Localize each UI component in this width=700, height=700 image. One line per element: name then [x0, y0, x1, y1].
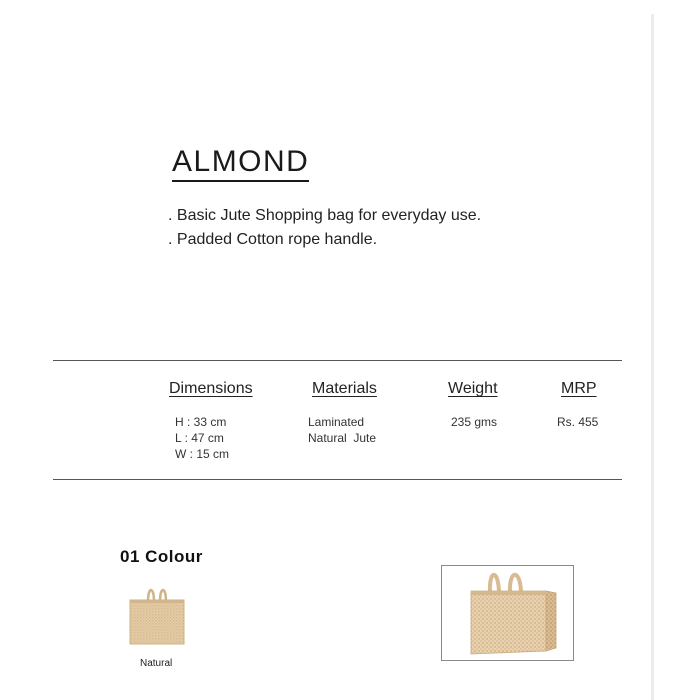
jute-bag-icon: [128, 584, 186, 646]
page-edge: [651, 14, 654, 700]
product-preview-frame: [441, 565, 574, 661]
mrp-value: Rs. 455: [557, 415, 599, 429]
spec-heading-weight: Weight: [448, 380, 498, 397]
dimension-width: W : 15 cm: [175, 447, 230, 461]
weight-value: 235 gms: [451, 415, 498, 429]
divider-bottom: [53, 479, 622, 480]
dimensions-values: [175, 414, 229, 462]
feature-item: . Padded Cotton rope handle.: [168, 231, 378, 248]
spec-heading-materials: Materials: [312, 380, 377, 397]
material-line-2: Natural Jute: [308, 431, 377, 445]
jute-bag-photo-icon: [442, 566, 573, 660]
material-line-1: Laminated: [308, 415, 365, 429]
product-title: ALMOND: [172, 146, 309, 182]
feature-item: . Basic Jute Shopping bag for everyday use.: [168, 207, 482, 224]
dimension-height: H : 33 cm: [175, 415, 227, 429]
materials-values: [308, 414, 376, 446]
divider-top: [53, 360, 622, 361]
colour-name: Natural: [140, 658, 173, 669]
colour-swatch-natural[interactable]: [128, 584, 186, 646]
colour-count-heading: 01 Colour: [120, 547, 203, 566]
spec-heading-mrp: MRP: [561, 380, 597, 397]
spec-heading-dimensions: Dimensions: [169, 380, 253, 397]
feature-list: [168, 204, 481, 252]
dimension-length: L : 47 cm: [175, 431, 224, 445]
